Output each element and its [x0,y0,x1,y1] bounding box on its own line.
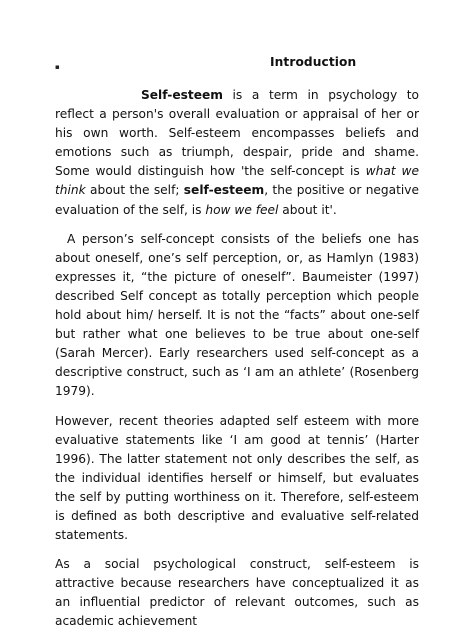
paragraph-1-text-1: is a term in psychology to reflect a person's overall evaluation or appraisal of her or his own worth. Self-esteem encompasses beliefs and emotions such as triumph, despair, pride and shame. Some would distinguish how 'the self-concept is [55,88,419,179]
section-heading: Introduction [270,55,357,69]
term-self-esteem-2: self-esteem [183,183,265,198]
document-body [55,86,419,632]
term-self-esteem: Self-esteem [141,88,223,102]
paragraph-1-text-2: about the self; [85,183,184,198]
paragraph-1-text-3: , the positive or negative evaluation of the self, is [55,183,419,217]
paragraph-2: A person’s self-concept consists of the beliefs one has about oneself, one’s self perception, or, as Hamlyn (1983) expresses it, “the picture of oneself”. Baumeister (1997) described Self concept as totally perception which people hold about him/ herself. It is not the “facts” about one-self but rather what one believes to be true about one-self (Sarah Mercer). Early researchers used self-concept as a descriptive construct, such as ‘I am an athlete’ (Rosenberg 1979). [55,231,419,399]
emphasis-how-we-feel: how we feel [205,202,279,217]
paragraph-3: However, recent theories adapted self esteem with more evaluative statements like ‘I am good at tennis’ (Harter 1996). The latter statement not only describes the self, as the individual identifies herself or himself, but evaluates the self by putting worthiness on it. Therefore, self-esteem is defined as both descriptive and evaluative self-related statements. [55,413,419,543]
bullet-marker: ▪ [55,63,60,71]
paragraph-1-text-4: about it'. [278,202,337,217]
paragraph-1 [55,86,419,220]
emphasis-what-we-think: what we think [55,164,419,198]
paragraph-4: As a social psychological construct, self-esteem is attractive because researchers have conceptualized it as an influential predictor of relevant outcomes, such as academic achievement [55,557,419,629]
